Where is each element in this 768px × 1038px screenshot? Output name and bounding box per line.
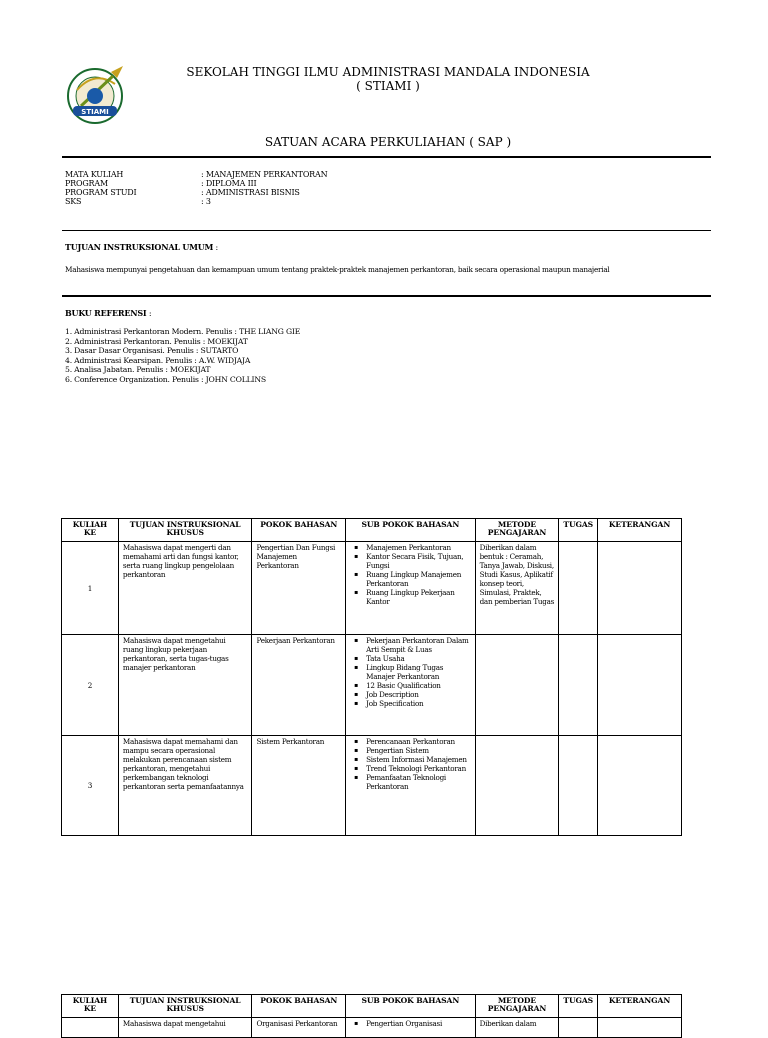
sub-cell: [346, 542, 475, 635]
sub-item: ▪ Pengertian Sistem: [366, 746, 470, 755]
table-row: [62, 1018, 682, 1038]
column-header: TUJUAN INSTRUKSIONAL KHUSUS: [118, 519, 252, 542]
sub-item: ▪ Sistem Informasi Manajemen: [366, 755, 470, 764]
column-header: TUGAS: [559, 519, 598, 542]
info-value: : MANAJEMEN PERKANTORAN: [201, 170, 328, 179]
sub-item: ▪ 12 Basic Qualification: [366, 681, 470, 690]
sub-item: ▪ Lingkup Bidang Tugas Manajer Perkantoran: [366, 663, 470, 681]
column-header: SUB POKOK BAHASAN: [346, 995, 475, 1018]
metode-cell: [475, 635, 559, 736]
sub-item: ▪ Pengertian Organisasi: [366, 1019, 470, 1028]
column-header: KETERANGAN: [598, 995, 682, 1018]
pokok-cell: Sistem Perkantoran: [252, 736, 346, 836]
sub-item: ▪ Manajemen Perkantoran: [366, 543, 470, 552]
info-value: : ADMINISTRASI BISNIS: [201, 188, 300, 197]
tugas-cell: [559, 542, 598, 635]
column-header: KULIAH KE: [62, 519, 119, 542]
sub-item: ▪ Ruang Lingkup Manajemen Perkantoran: [366, 570, 470, 588]
tiu-text: Mahasiswa mempunyai pengetahuan dan kemampuan umum tentang praktek-praktek manajemen perkantoran, baik secara operasional maupun manajerial: [65, 265, 610, 274]
reference-list: [65, 327, 300, 385]
info-value: : 3: [201, 197, 211, 206]
kuliah-cell: 2: [62, 635, 119, 736]
keterangan-cell: [598, 542, 682, 635]
sub-cell: [346, 736, 475, 836]
table-header-row: [62, 995, 682, 1018]
sub-cell: [346, 635, 475, 736]
reference-item: 6. Conference Organization. Penulis : JOHN COLLINS: [65, 374, 266, 384]
sub-item: ▪ Job Specification: [366, 699, 470, 708]
sub-item: ▪ Kantor Secara Fisik, Tujuan, Fungsi: [366, 552, 470, 570]
reference-item: 5. Analisa Jabatan. Penulis : MOEKIJAT: [65, 365, 211, 375]
document-title: SATUAN ACARA PERKULIAHAN ( SAP ): [264, 135, 512, 149]
references-title-text: BUKU REFERENSI: [65, 308, 147, 318]
keterangan-cell: [598, 1018, 682, 1038]
sub-item: ▪ Tata Usaha: [366, 654, 470, 663]
institution-name: SEKOLAH TINGGI ILMU ADMINISTRASI MANDALA INDONESIA: [186, 65, 590, 79]
pokok-cell: Pengertian Dan Fungsi Manajemen Perkantoran: [252, 542, 346, 635]
table-row: [62, 542, 682, 635]
tugas-cell: [559, 1018, 598, 1038]
column-header: POKOK BAHASAN: [252, 519, 346, 542]
metode-cell: [475, 736, 559, 836]
metode-cell: Diberikan dalam: [475, 1018, 559, 1038]
column-header: POKOK BAHASAN: [252, 995, 346, 1018]
keterangan-cell: [598, 736, 682, 836]
tiu-colon: :: [213, 243, 219, 252]
tugas-cell: [559, 736, 598, 836]
kuliah-cell: 1: [62, 542, 119, 635]
tik-cell: Mahasiswa dapat mengetahui: [118, 1018, 252, 1038]
divider: [62, 295, 711, 297]
table-header-row: [62, 519, 682, 542]
reference-item: 4. Administrasi Kearsipan. Penulis : A.W. WIDJAJA: [65, 355, 251, 365]
reference-item: 1. Administrasi Perkantoran Modern. Penulis : THE LIANG GIE: [65, 327, 301, 336]
logo-text: STIAMI: [81, 108, 109, 116]
references-title: [65, 308, 151, 318]
table-row: [62, 736, 682, 836]
column-header: TUGAS: [559, 995, 598, 1018]
tik-cell: Mahasiswa dapat mengetahui ruang lingkup pekerjaan perkantoran, serta tugas-tugas manajer perkantoran: [118, 635, 252, 736]
sub-item: ▪ Pemanfaatan Teknologi Perkantoran: [366, 773, 470, 791]
sub-item: ▪ Trend Teknologi Perkantoran: [366, 764, 470, 773]
sub-item: ▪ Pekerjaan Perkantoran Dalam Arti Sempit & Luas: [366, 636, 470, 654]
divider: [62, 156, 711, 158]
column-header: METODE PENGAJARAN: [475, 995, 559, 1018]
sap-table-continued: [61, 994, 682, 1038]
column-header: KULIAH KE: [62, 995, 119, 1018]
tik-cell: Mahasiswa dapat memahami dan mampu secara operasional melakukan perencanaan sistem perkantoran, mengetahui perkembangan teknologi perkantoran serta pemanfaatannya: [118, 736, 252, 836]
divider: [62, 230, 711, 231]
keterangan-cell: [598, 635, 682, 736]
column-header: KETERANGAN: [598, 519, 682, 542]
references-colon: :: [146, 309, 152, 318]
info-label: PROGRAM: [65, 179, 108, 188]
column-header: TUJUAN INSTRUKSIONAL KHUSUS: [118, 995, 252, 1018]
column-header: METODE PENGAJARAN: [475, 519, 559, 542]
tiu-title-text: TUJUAN INSTRUKSIONAL UMUM: [65, 242, 214, 252]
pokok-cell: Pekerjaan Perkantoran: [252, 635, 346, 736]
sap-table: [61, 518, 682, 836]
sub-item: ▪ Perencanaan Perkantoran: [366, 737, 470, 746]
info-label: SKS: [65, 197, 82, 206]
pokok-cell: Organisasi Perkantoran: [252, 1018, 346, 1038]
tiu-title: [65, 242, 218, 252]
tik-cell: Mahasiswa dapat mengerti dan memahami arti dan fungsi kantor, serta ruang lingkup pengelolaan perkantoran: [118, 542, 252, 635]
kuliah-cell: [62, 1018, 119, 1038]
column-header: SUB POKOK BAHASAN: [346, 519, 475, 542]
info-value: : DIPLOMA III: [201, 179, 257, 188]
info-label: MATA KULIAH: [65, 170, 124, 179]
metode-cell: Diberikan dalam bentuk : Ceramah, Tanya Jawab, Diskusi, Studi Kasus, Aplikatif konsep teori, Simulasi, Praktek, dan pemberian Tugas: [475, 542, 559, 635]
info-label: PROGRAM STUDI: [65, 188, 137, 197]
tugas-cell: [559, 635, 598, 736]
sub-cell: [346, 1018, 475, 1038]
table-row: [62, 635, 682, 736]
kuliah-cell: 3: [62, 736, 119, 836]
sub-item: ▪ Job Description: [366, 690, 470, 699]
reference-item: 2. Administrasi Perkantoran. Penulis : MOEKIJAT: [65, 336, 248, 346]
sub-item: ▪ Ruang Lingkup Pekerjaan Kantor: [366, 588, 470, 606]
course-info: [65, 170, 327, 206]
institution-abbreviation: ( STIAMI ): [356, 79, 420, 93]
stiami-logo: [65, 62, 131, 128]
reference-item: 3. Dasar Dasar Organisasi. Penulis : SUTARTO: [65, 346, 239, 356]
